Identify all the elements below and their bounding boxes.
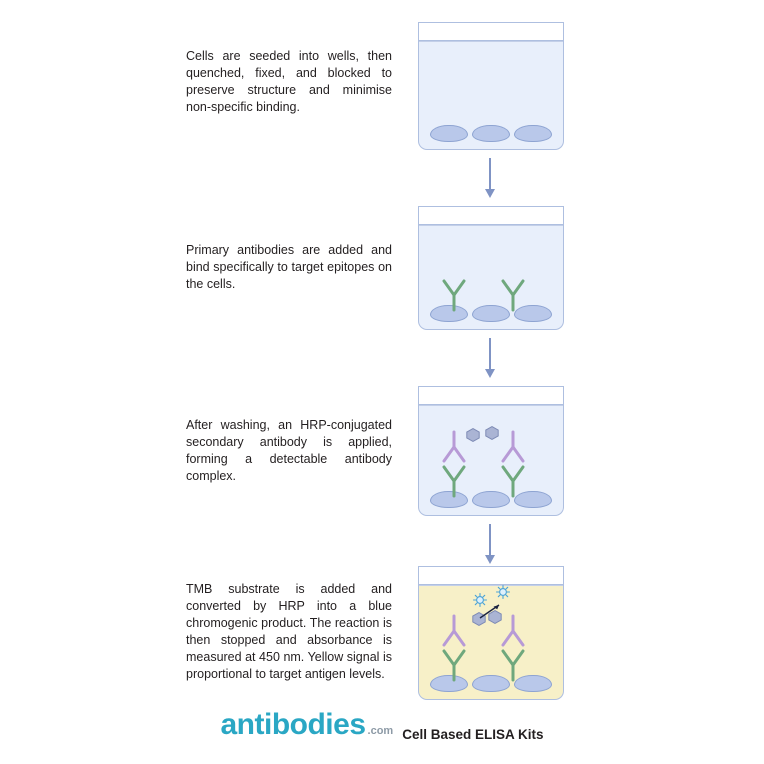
primary-antibody-icon xyxy=(437,646,471,680)
step-2-well xyxy=(418,206,564,330)
primary-antibody-icon xyxy=(496,462,530,496)
arrow-step1-to-step2 xyxy=(489,158,491,190)
cell-monolayer xyxy=(419,122,563,142)
well-vessel xyxy=(418,386,564,516)
cell-icon xyxy=(514,125,552,142)
brand-word: antibodies xyxy=(220,708,366,741)
step-1-well xyxy=(418,22,564,150)
figure-title: Cell Based ELISA Kits xyxy=(402,727,544,742)
brand-name xyxy=(221,710,394,746)
secondary-antibody-icon xyxy=(496,432,530,466)
step-3 xyxy=(0,386,764,516)
well-vessel xyxy=(418,22,564,150)
cell-icon xyxy=(472,125,510,142)
step-2 xyxy=(0,206,764,330)
fluid-surface-line xyxy=(419,405,563,406)
arrow-step3-to-step4 xyxy=(489,524,491,556)
brand-logo[interactable] xyxy=(221,710,394,746)
well-vessel xyxy=(418,206,564,330)
well-rim xyxy=(418,206,564,225)
arrow-step2-to-step3 xyxy=(489,338,491,370)
step-4-caption: TMB substrate is added and converted by HRP into a blue chromogenic product. The reaction is then stopped and absorbance is measured at 450 nm. Yellow signal is proportional to target antigen levels. xyxy=(186,582,392,681)
step-3-caption: After washing, an HRP-conjugated secondary antibody is applied, forming a detectable antibody complex. xyxy=(186,418,392,483)
well-rim xyxy=(418,566,564,585)
step-2-caption: Primary antibodies are added and bind specifically to target epitopes on the cells. xyxy=(186,243,392,291)
brand-suffix: .com xyxy=(367,725,394,737)
primary-antibody-icon xyxy=(496,646,530,680)
fluid-surface-line xyxy=(419,41,563,42)
fluid-surface-line xyxy=(419,225,563,226)
step-4-well xyxy=(418,566,564,700)
well-rim xyxy=(418,386,564,405)
step-4 xyxy=(0,566,764,700)
hrp-enzyme-icon xyxy=(466,428,479,441)
conversion-arrow-icon xyxy=(479,602,505,625)
well-vessel xyxy=(418,566,564,700)
primary-antibody-icon xyxy=(437,276,471,310)
cell-icon xyxy=(430,125,468,142)
step-1-caption: Cells are seeded into wells, then quenched, fixed, and blocked to preserve structure and minimise non-specific binding. xyxy=(186,49,392,114)
footer xyxy=(0,710,764,746)
step-3-well xyxy=(418,386,564,516)
secondary-antibody-icon xyxy=(437,616,471,650)
hrp-enzyme-icon xyxy=(485,426,498,439)
fluid-surface-line xyxy=(419,585,563,586)
well-rim xyxy=(418,22,564,41)
step-1 xyxy=(0,22,764,150)
primary-antibody-icon xyxy=(496,276,530,310)
primary-antibody-icon xyxy=(437,462,471,496)
